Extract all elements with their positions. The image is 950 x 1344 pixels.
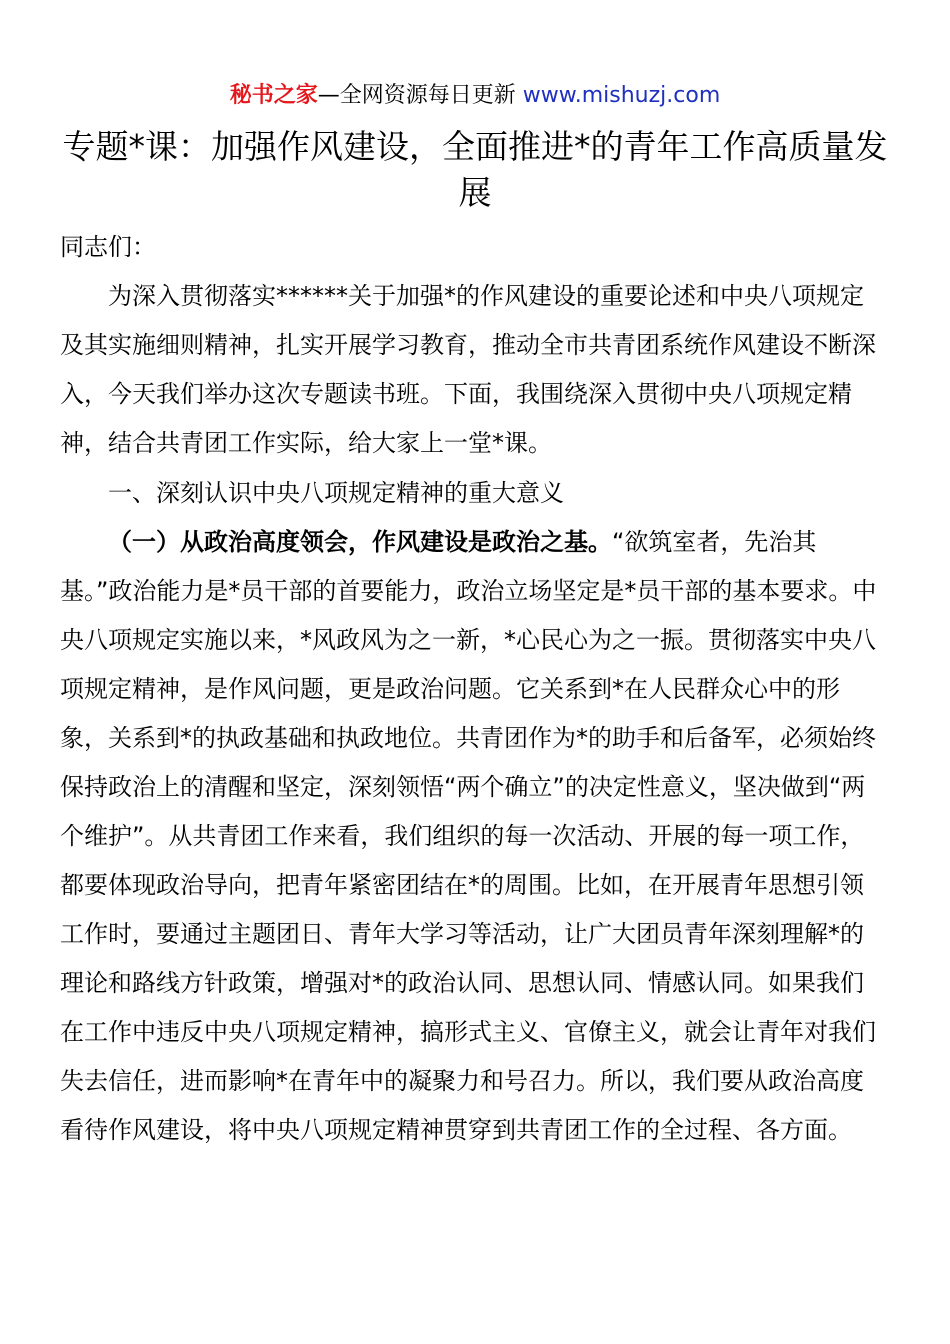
subsection-body: “欲筑室者，先治其基。”政治能力是*员干部的首要能力，政治立场坚定是*员干部的基本要求。中央八项规定实施以来，*风政风为之一新，*心民心为之一振。贯彻落实中央八项规定精神，是作风问题，更是政治问题。它关系到*在人民群众心中的形象，关系到*的执政基础和执政地位。共青团作为*的助手和后备军，必须始终保持政治上的清醒和坚定，深刻领悟“两个确立”的决定性意义，坚决做到“两个维护”。从共青团工作来看，我们组织的每一次活动、开展的每一项工作，都要体现政治导向，把青年紧密团结在*的周围。比如，在开展青年思想引领工作时，要通过主题团日、青年大学习等活动，让广大团员青年深刻理解*的理论和路线方针政策，增强对*的政治认同、思想认同、情感认同。如果我们在工作中违反中央八项规定精神，搞形式主义、官僚主义，就会让青年对我们失去信任，进而影响*在青年中的凝聚力和号召力。所以，我们要从政治高度看待作风建设，将中央八项规定精神贯穿到共青团工作的全过程、各方面。	[60, 528, 877, 1144]
site-brand: 秘书之家	[229, 83, 318, 108]
site-url-link[interactable]: www.mishuzj.com	[522, 83, 721, 108]
section-heading: 一、深刻认识中央八项规定精神的重大意义	[108, 479, 564, 507]
salutation: 同志们：	[60, 233, 156, 261]
subsection-paragraph	[60, 518, 880, 1155]
document-title: 专题*课：加强作风建设，全面推进*的青年工作高质量发展	[62, 127, 888, 212]
site-header	[0, 80, 950, 112]
intro-paragraph: 为深入贯彻落实******关于加强*的作风建设的重要论述和中央八项规定及其实施细则精神，扎实开展学习教育，推动全市共青团系统作风建设不断深入，今天我们举办这次专题读书班。下面，我围绕深入贯彻中央八项规定精神，结合共青团工作实际，给大家上一堂*课。	[60, 282, 876, 457]
subsection-lead: （一）从政治高度领会，作风建设是政治之基。	[108, 528, 612, 556]
site-tagline: —全网资源每日更新	[317, 83, 523, 108]
